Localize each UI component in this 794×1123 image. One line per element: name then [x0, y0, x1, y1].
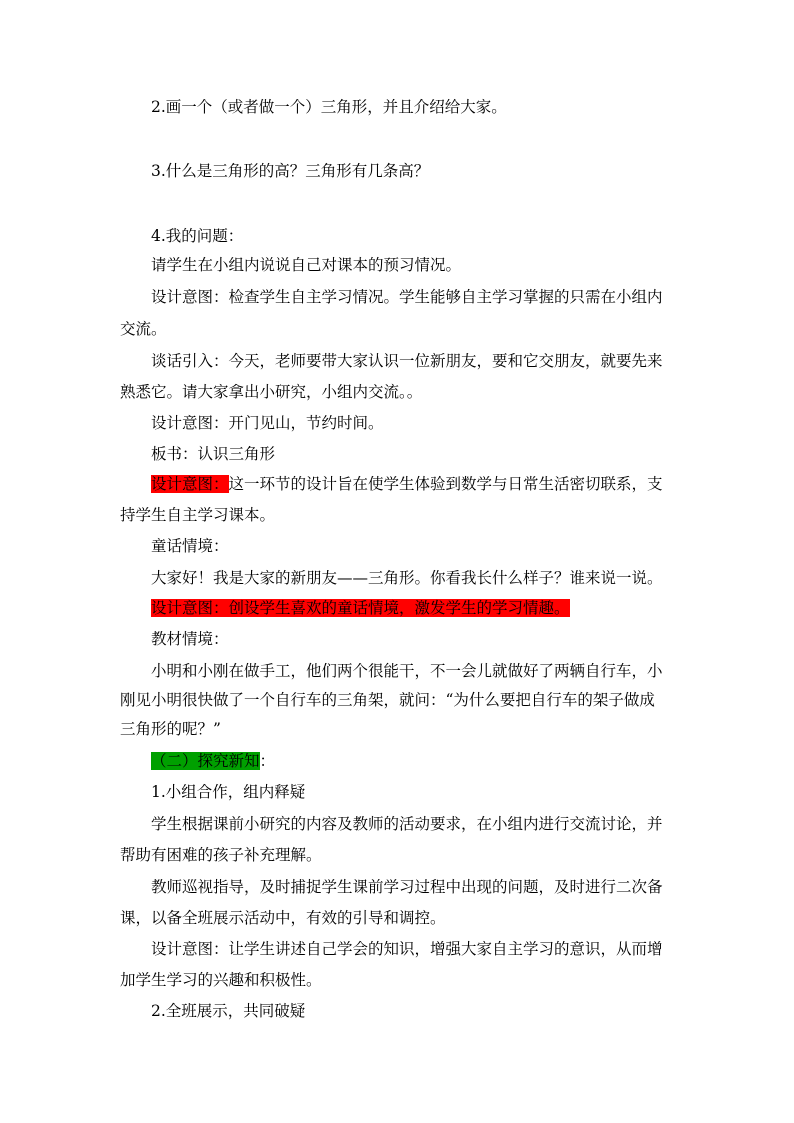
- question-4: 4.我的问题：: [151, 227, 244, 245]
- section-heading-highlight: （二）探究新知: [151, 752, 260, 770]
- highlighted-label: 设计意图：: [151, 475, 229, 493]
- paragraph-intro-a: 谈话引入：今天，老师要带大家认识一位新朋友，要和它交朋友，就要先来: [151, 352, 663, 370]
- paragraph-text: 这一环节的设计旨在使学生体验到数学与日常生活密切联系，支: [228, 475, 663, 493]
- paragraph-design-intent-5a: 设计意图：让学生讲述自己学会的知识，增强大家自主学习的意识，从而增: [151, 940, 663, 958]
- paragraph-design-intent-1a: 设计意图：检查学生自主学习情况。学生能够自主学习掌握的只需在小组内: [151, 288, 663, 306]
- paragraph-teacher-b: 课，以备全班展示活动中，有效的引导和调控。: [120, 909, 446, 927]
- paragraph-group-b: 帮助有困难的孩子补充理解。: [120, 846, 322, 864]
- paragraph-textbook-label: 教材情境：: [151, 630, 229, 648]
- paragraph-design-intent-1b: 交流。: [120, 320, 167, 338]
- paragraph-story-a: 小明和小刚在做手工，他们两个很能干，不一会儿就做好了两辆自行车，小: [151, 662, 663, 680]
- paragraph-design-intent-5b: 加学生学习的兴趣和积极性。: [120, 971, 322, 989]
- paragraph-fairy-tale: 大家好！我是大家的新朋友——三角形。你看我长什么样子？谁来说一说。: [151, 569, 663, 587]
- question-3: 3.什么是三角形的高？三角形有几条高？: [151, 162, 430, 180]
- section-heading-colon: ：: [259, 752, 276, 770]
- question-2: 2.画一个（或者做一个）三角形，并且介绍给大家。: [151, 98, 507, 116]
- paragraph-design-intent-4: [151, 597, 570, 619]
- section-heading: [151, 750, 275, 772]
- paragraph-story-c: 三角形的呢？”: [120, 720, 221, 738]
- subheading-2: 2.全班展示，共同破疑: [151, 1002, 306, 1020]
- paragraph-fairy-tale-label: 童话情境：: [151, 537, 229, 555]
- paragraph-design-intent-2: 设计意图：开门见山，节约时间。: [151, 414, 384, 432]
- paragraph-group-a: 学生根据课前小研究的内容及教师的活动要求，在小组内进行交流讨论，并: [151, 815, 663, 833]
- subheading-1: 1.小组合作，组内释疑: [151, 783, 306, 801]
- paragraph-teacher-a: 教师巡视指导，及时捕捉学生课前学习过程中出现的问题，及时进行二次备: [151, 878, 663, 896]
- paragraph-board: 板书：认识三角形: [151, 445, 276, 463]
- paragraph-intro-b: 熟悉它。请大家拿出小研究，小组内交流。。: [120, 383, 423, 401]
- paragraph-preview: 请学生在小组内说说自己对课本的预习情况。: [151, 256, 462, 274]
- paragraph-story-b: 刚见小明很快做了一个自行车的三角架，就问：“为什么要把自行车的架子做成: [120, 691, 655, 709]
- paragraph-design-intent-3a: [151, 473, 663, 495]
- highlighted-sentence: 设计意图：创设学生喜欢的童话情境，激发学生的学习情趣。: [151, 599, 570, 617]
- paragraph-design-intent-3b: 持学生自主学习课本。: [120, 506, 276, 524]
